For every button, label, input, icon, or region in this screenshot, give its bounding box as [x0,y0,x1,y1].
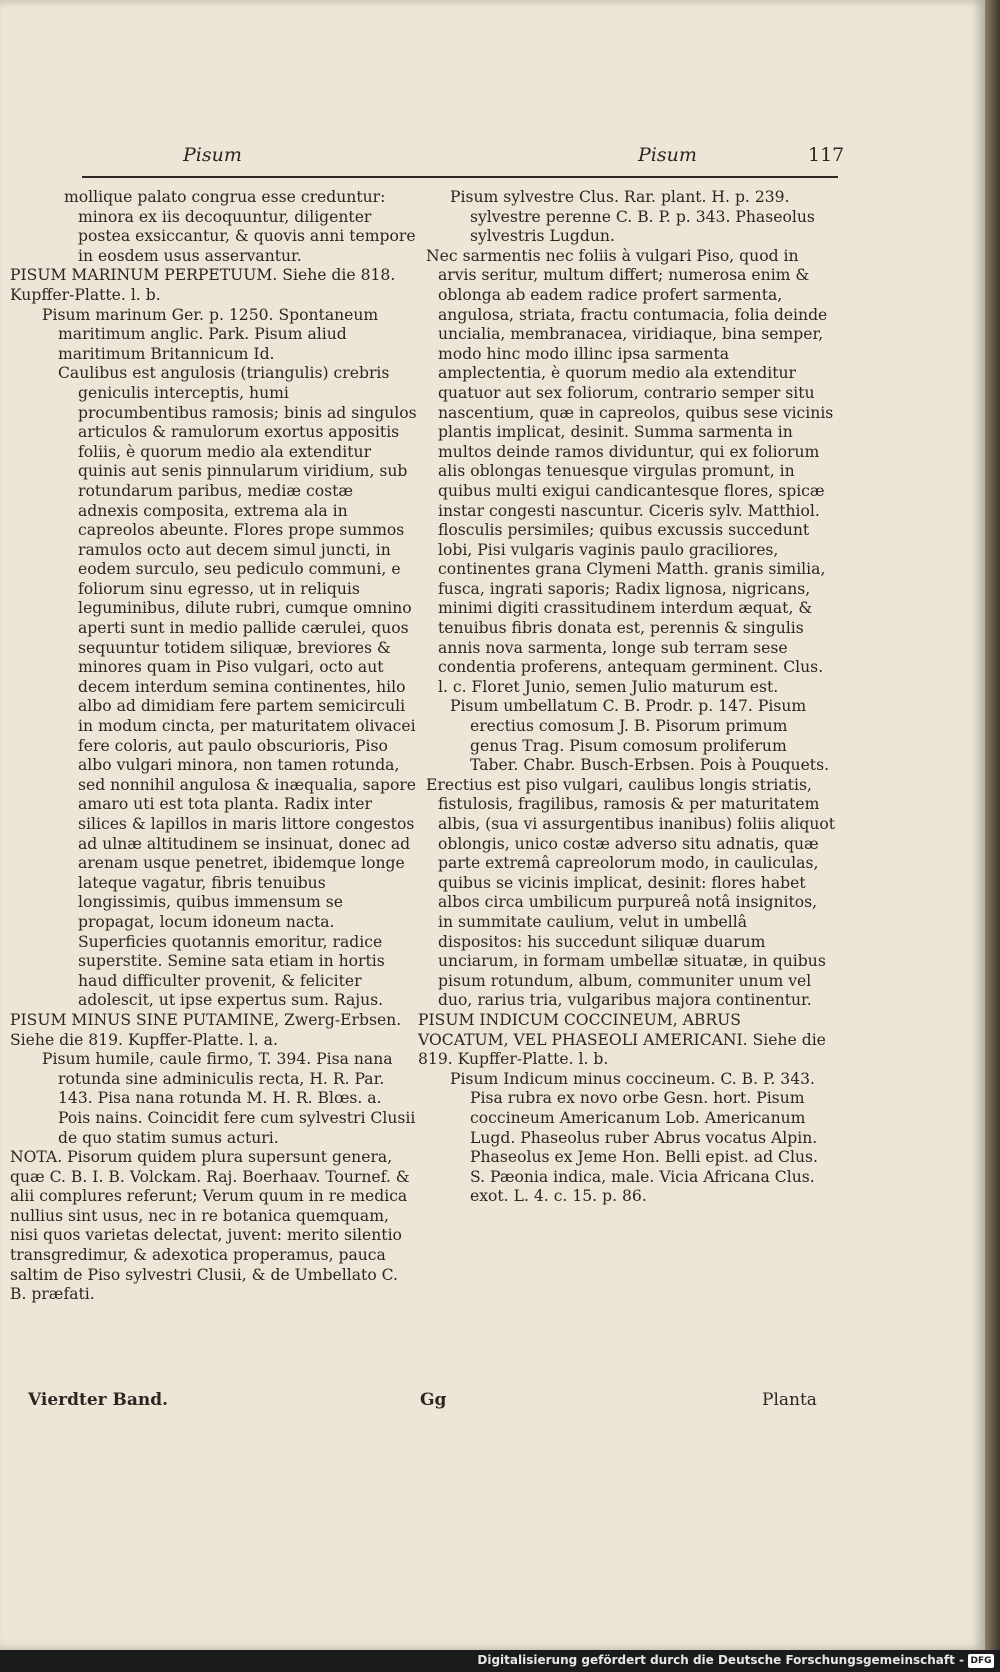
left-column [10,188,418,1305]
header-rule [82,176,838,178]
left-column-paragraph: NOTA. Pisorum quidem plura supersunt genera, quæ C. B. I. B. Volckam. Raj. Boerhaav. Tournef. & alii complures referunt; Verum quum in re medica nullius sint usus, nec in re botanica quemquam, nisi quos varietas delectat, juvent: merito silentio transgredimur, & adexotica properamus, pauca saltim de Piso sylvestri Clusii, & de Umbellato C. B. præfati. [10,1148,410,1304]
page-edge [985,0,1000,1650]
left-column-paragraph: Pisum marinum Ger. p. 1250. Spontaneum maritimum anglic. Park. Pisum aliud maritimum Britannicum Id. [42,305,379,363]
left-column-paragraph: PISUM MARINUM PERPETUUM. Siehe die 818. Kupffer-Platte. l. b. [10,266,396,304]
digitization-banner [0,1650,1000,1672]
running-head-left: Pisum [183,144,242,166]
footer-volume: Vierdter Band. [28,1390,169,1410]
footer-catchword: Planta [762,1390,817,1410]
right-column-paragraph: PISUM INDICUM COCCINEUM, ABRUS VOCATUM, VEL PHASEOLI AMERICANI. Siehe die 819. Kupffer-Platte. l. b. [418,1010,826,1069]
left-column-paragraph: Pisum humile, caule firmo, T. 394. Pisa nana rotunda sine adminiculis recta, H. R. Par. 143. Pisa nana rotunda M. H. R. Blœs. a. Pois nains. Coincidit fere cum sylvestri Clusii de quo statim sumus acturi. [42,1050,416,1147]
running-head-center: Pisum [638,144,697,166]
left-column-paragraph: Caulibus est angulosis (triangulis) crebris geniculis interceptis, humi procumbentibus ramosis; binis ad singulos articulos & ramulorum exortus appositis foliis, è quorum medio ala extenditur quinis aut senis pinnularum viridium, sub rotundarum paribus, mediæ costæ adnexis composita, extrema ala in capreolos abeunte. Flores prope summos ramulos octo aut decem simul juncti, in eodem surculo, seu pediculo communi, e foliorum sinu egresso, ut in reliquis leguminibus, dilute rubri, cumque omnino aperti sunt in medio pallide cærulei, quos sequuntur totidem siliquæ, breviores & minores quam in Piso vulgari, octo aut decem interdum semina continentes, hilo albo ad dimidiam fere partem semicirculi in modum cincta, per maturitatem olivacei fere coloris, aut paulo obscurioris, Piso albo vulgari minora, non tamen rotunda, sed nonnihil angulosa & inæqualia, sapore amaro uti est tota planta. Radix inter silices & lapillos in maris littore congestos ad ulnæ altitudinem se insinuat, donec ad arenam usque penetret, ibidemque longe lateque vagatur, fibris tenuibus longissimis, quibus immensum se propagat, locum idoneum nacta. Superficies quotannis emoritur, radice superstite. Semine sata etiam in hortis haud difficulter provenit, & feliciter adolescit, ut ipse expertus sum. Rajus. [58,364,417,1010]
dfg-logo-icon: DFG [968,1654,994,1668]
right-column-paragraph: Pisum Indicum minus coccineum. C. B. P. 343. Pisa rubra ex novo orbe Gesn. hort. Pisum coccineum Americanum Lob. Americanum Lugd. Phaseolus ruber Abrus vocatus Alpin. Phaseolus ex Jeme Hon. Belli epist. ad Clus. S. Pæonia indica, male. Vicia Africana Clus. exot. L. 4. c. 15. p. 86. [450,1069,818,1206]
page-number: 117 [808,144,845,166]
right-column-paragraph: Pisum umbellatum C. B. Prodr. p. 147. Pisum erectius comosum J. B. Pisorum primum genus Trag. Pisum comosum proliferum Taber. Chabr. Busch-Erbsen. Pois à Pouquets. [450,697,830,775]
footer-signature: Gg [420,1390,447,1410]
left-column-paragraph: mollique palato congrua esse creduntur: minora ex iis decoquuntur, diligenter postea exsiccantur, & quovis anni tempore in eosdem usus asservantur. [64,188,416,265]
right-column [418,188,836,1207]
right-column-paragraph: Pisum sylvestre Clus. Rar. plant. H. p. 239. sylvestre perenne C. B. P. p. 343. Phaseolus sylvestris Lugdun. [450,188,815,246]
right-column-paragraph: Nec sarmentis nec foliis à vulgari Piso, quod in arvis seritur, multum differt; numerosa enim & oblonga ab eadem radice profert sarmenta, angulosa, striata, fractu contumacia, folia deinde uncialia, membranacea, viridiaque, bina semper, modo hinc modo illinc ipsa sarmenta amplectentia, è quorum medio ala extenditur quatuor aut sex foliorum, contrario semper situ nascentium, quæ in capreolos, quibus sese vicinis plantis implicat, desinit. Summa sarmenta in multos deinde ramos dividuntur, qui ex foliorum alis oblongas tenuesque virgulas promunt, in quibus multi exigui candicantesque flores, spicæ instar congesti nascuntur. Ciceris sylv. Matthiol. flosculis persimiles; quibus excussis succedunt lobi, Pisi vulgaris vaginis paulo graciliores, continentes grana Clymeni Matth. granis similia, fusca, ingrati saporis; Radix lignosa, nigricans, minimi digiti crassitudinem interdum æquat, & tenuibus fibris donata est, perennis & singulis annis nova sarmenta, longe sub terram sese condentia proferens, antequam germinent. Clus. l. c. Floret Junio, semen Julio maturum est. [426,246,834,696]
digitization-text: Digitalisierung gefördert durch die Deutsche Forschungsgemeinschaft - [477,1653,964,1667]
left-column-paragraph: PISUM MINUS SINE PUTAMINE, Zwerg-Erbsen. Siehe die 819. Kupffer-Platte. l. a. [10,1010,402,1049]
right-column-paragraph: Erectius est piso vulgari, caulibus longis striatis, fistulosis, fragilibus, ramosis & per maturitatem albis, (sua vi assurgentibus inanibus) foliis aliquot oblongis, unico costæ adverso situ adnatis, quæ parte extremâ capreolorum modo, in cauliculas, quibus se vicinis implicat, desinit: flores habet albos circa umbilicum purpureâ notâ insignitos, in summitate caulium, velut in umbellâ dispositos: his succedunt siliquæ duarum unciarum, in formam umbellæ situatæ, in quibus pisum rotundum, album, communiter unum vel duo, rarius tria, vulgaribus majora continentur. [426,775,836,1010]
